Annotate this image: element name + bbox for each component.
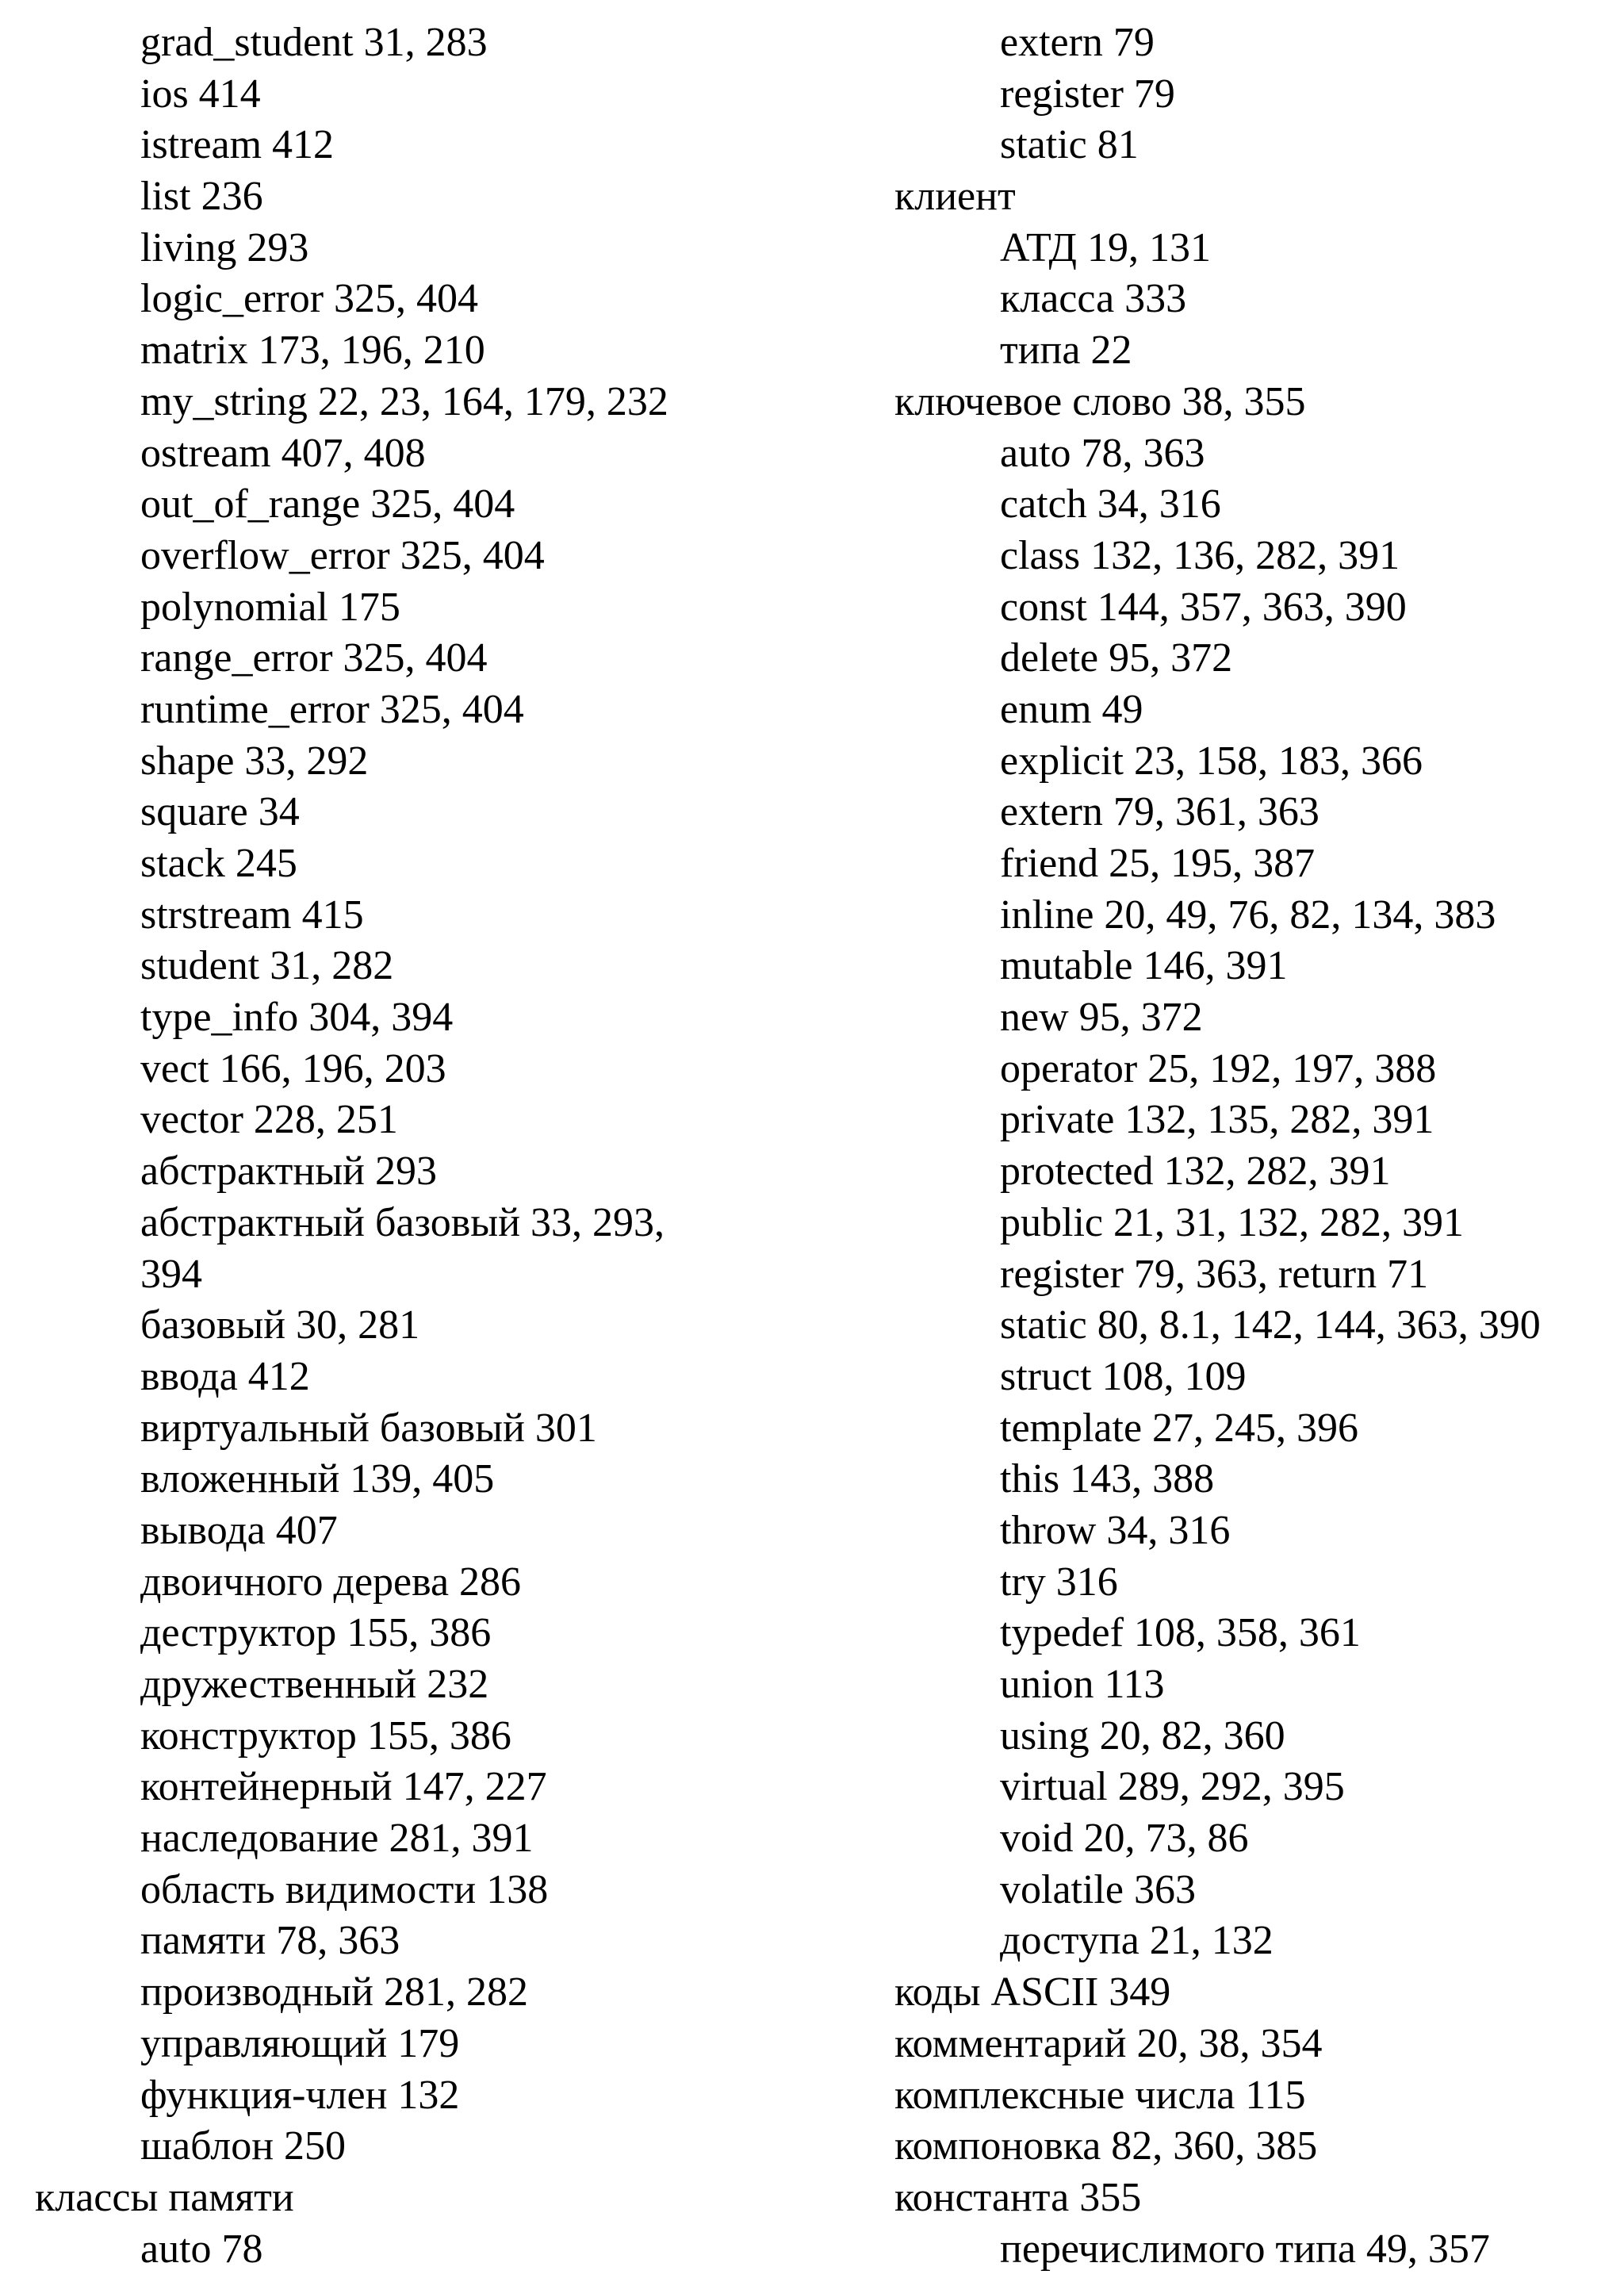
index-subentry: 394	[140, 1251, 202, 1297]
index-subentry: auto 78, 363	[1000, 430, 1205, 476]
index-subentry: grad_student 31, 283	[140, 20, 488, 65]
index-subentry: extern 79, 361, 363	[1000, 789, 1320, 835]
index-subentry: вывода 407	[140, 1507, 338, 1553]
index-heading: компоновка 82, 360, 385	[894, 2123, 1318, 2169]
index-subentry: stack 245	[140, 841, 297, 886]
index-subentry: дружественный 232	[140, 1662, 489, 1707]
index-subentry: square 34	[140, 789, 300, 835]
index-subentry: logic_error 325, 404	[140, 276, 479, 322]
index-subentry: extern 79	[1000, 20, 1155, 65]
index-heading: клиент	[894, 174, 1016, 220]
index-subentry: public 21, 31, 132, 282, 391	[1000, 1199, 1464, 1245]
index-subentry: protected 132, 282, 391	[1000, 1149, 1391, 1195]
index-heading: константа 355	[894, 2174, 1142, 2220]
index-subentry: область видимости 138	[140, 1866, 549, 1912]
index-subentry: шаблон 250	[140, 2123, 347, 2169]
index-subentry: ostream 407, 408	[140, 430, 426, 476]
index-subentry: out_of_range 325, 404	[140, 481, 515, 527]
index-subentry: operator 25, 192, 197, 388	[1000, 1045, 1437, 1091]
index-subentry: class 132, 136, 282, 391	[1000, 532, 1400, 578]
index-subentry: класса 333	[1000, 276, 1187, 322]
index-subentry: using 20, 82, 360	[1000, 1712, 1285, 1758]
index-subentry: vect 166, 196, 203	[140, 1045, 446, 1091]
index-subentry: friend 25, 195, 387	[1000, 841, 1316, 886]
index-subentry: ввода 412	[140, 1353, 310, 1399]
index-subentry: strstream 415	[140, 892, 364, 938]
index-subentry: volatile 363	[1000, 1866, 1196, 1912]
index-subentry: list 236	[140, 174, 263, 220]
index-subentry: вложенный 139, 405	[140, 1456, 495, 1502]
index-subentry: АТД 19, 131	[1000, 224, 1211, 270]
index-subentry: runtime_error 325, 404	[140, 686, 524, 732]
index-heading: классы памяти	[35, 2174, 294, 2220]
index-subentry: двоичного дерева 286	[140, 1559, 522, 1605]
index-heading: комментарий 20, 38, 354	[894, 2020, 1323, 2066]
index-subentry: matrix 173, 196, 210	[140, 328, 485, 374]
index-subentry: type_info 304, 394	[140, 995, 454, 1041]
index-subentry: памяти 78, 363	[140, 1918, 400, 1964]
index-subentry: контейнерный 147, 227	[140, 1764, 547, 1810]
index-subentry: istream 412	[140, 122, 335, 168]
index-subentry: vector 228, 251	[140, 1097, 398, 1143]
index-subentry: ios 414	[140, 71, 261, 117]
index-subentry: catch 34, 316	[1000, 481, 1221, 527]
index-subentry: auto 78	[140, 2226, 263, 2272]
index-subentry: try 316	[1000, 1559, 1118, 1605]
index-subentry: наследование 281, 391	[140, 1816, 534, 1862]
index-subentry: управляющий 179	[140, 2020, 460, 2066]
index-subentry: register 79	[1000, 71, 1175, 117]
index-subentry: overflow_error 325, 404	[140, 532, 545, 578]
index-subentry: абстрактный 293	[140, 1149, 437, 1195]
index-subentry: виртуальный базовый 301	[140, 1405, 597, 1451]
index-subentry: базовый 30, 281	[140, 1302, 420, 1348]
index-subentry: my_string 22, 23, 164, 179, 232	[140, 378, 668, 424]
index-subentry: range_error 325, 404	[140, 635, 488, 681]
index-subentry: inline 20, 49, 76, 82, 134, 383	[1000, 892, 1496, 938]
index-subentry: shape 33, 292	[140, 738, 369, 784]
index-subentry: template 27, 245, 396	[1000, 1405, 1359, 1451]
index-heading: коды ASCII 349	[894, 1969, 1171, 2015]
index-subentry: функция-член 132	[140, 2072, 460, 2118]
index-subentry: private 132, 135, 282, 391	[1000, 1097, 1434, 1143]
index-subentry: union 113	[1000, 1662, 1165, 1707]
index-subentry: student 31, 282	[140, 943, 394, 989]
index-subentry: struct 108, 109	[1000, 1353, 1247, 1399]
index-subentry: polynomial 175	[140, 584, 400, 630]
index-subentry: static 81	[1000, 122, 1139, 168]
index-subentry: virtual 289, 292, 395	[1000, 1764, 1345, 1810]
index-subentry: перечислимого типа 49, 357	[1000, 2226, 1490, 2272]
index-subentry: register 79, 363, return 71	[1000, 1251, 1429, 1297]
index-subentry: производный 281, 282	[140, 1969, 528, 2015]
index-subentry: delete 95, 372	[1000, 635, 1233, 681]
index-subentry: enum 49	[1000, 686, 1143, 732]
index-heading: ключевое слово 38, 355	[894, 378, 1306, 424]
index-subentry: static 80, 8.1, 142, 144, 363, 390	[1000, 1302, 1541, 1348]
index-subentry: void 20, 73, 86	[1000, 1816, 1249, 1862]
index-subentry: typedef 108, 358, 361	[1000, 1610, 1361, 1656]
index-subentry: explicit 23, 158, 183, 366	[1000, 738, 1423, 784]
index-column-right	[894, 17, 1608, 2275]
index-subentry: throw 34, 316	[1000, 1507, 1231, 1553]
index-heading: комплексные числа 115	[894, 2072, 1306, 2118]
index-subentry: mutable 146, 391	[1000, 943, 1288, 989]
index-subentry: const 144, 357, 363, 390	[1000, 584, 1407, 630]
index-subentry: this 143, 388	[1000, 1456, 1215, 1502]
index-subentry: конструктор 155, 386	[140, 1712, 511, 1758]
index-subentry: абстрактный базовый 33, 293,	[140, 1199, 665, 1245]
index-subentry: типа 22	[1000, 328, 1132, 374]
index-subentry: new 95, 372	[1000, 995, 1203, 1041]
index-subentry: доступа 21, 132	[1000, 1918, 1274, 1964]
index-column-left	[35, 17, 860, 2275]
index-subentry: living 293	[140, 224, 309, 270]
index-subentry: деструктор 155, 386	[140, 1610, 492, 1656]
